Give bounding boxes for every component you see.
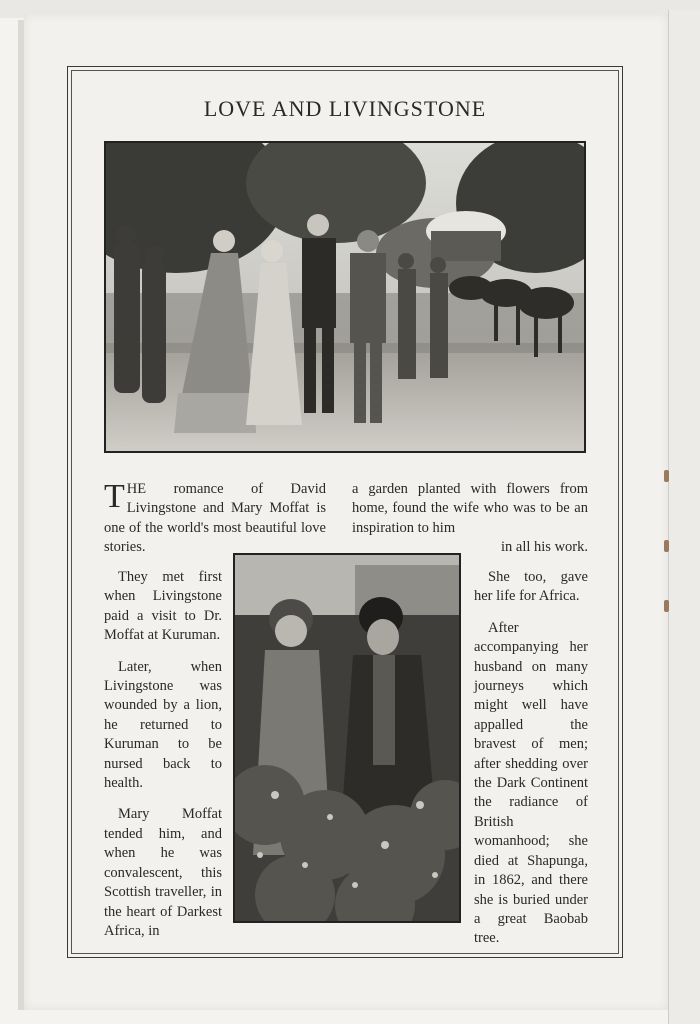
left-paragraph-1: They met first when Livingstone paid a visit to Dr. Moffat at Kuruman.: [104, 569, 222, 644]
group-greeting-image: [106, 143, 584, 451]
right-paragraph-2: After accompanying her husband on many journeys which might well have appalled the bravest of men; after shedding over the Dark Continent the radiance of British womanhood; she died at Shapunga, in 1862, and there she is buried under a great Baobab tree.: [474, 619, 588, 947]
couple-in-garden-image: [235, 555, 459, 921]
left-paragraph-3: Mary Moffat tended him, and when he was convalescent, this Scottish traveller, in the heart of Darkest Africa, in: [104, 806, 222, 939]
right-narrow-column: [474, 568, 588, 949]
intro-text: HE romance of David Livingstone and Mary Moffat is one of the world's most beautiful love stories.: [104, 481, 326, 556]
staple-mark: [664, 600, 669, 612]
right-intro-paragraph: [352, 480, 588, 558]
group-greeting-photo: [104, 141, 586, 453]
right-intro-last-line: in all his work.: [501, 539, 588, 556]
couple-in-garden-photo: [233, 553, 461, 923]
left-paragraph-2: Later, when Livingstone was wounded by a lion, he returned to Kuruman to be nursed back to health.: [104, 658, 222, 792]
left-narrow-column: [104, 568, 222, 941]
staple-mark: [664, 470, 669, 482]
page-title: LOVE AND LIVINGSTONE: [203, 96, 487, 121]
staple-mark: [664, 540, 669, 552]
facing-page: [668, 10, 700, 1024]
right-intro-text: a garden planted with flowers from home, found the wife who was to be an inspiration to him: [352, 481, 588, 536]
intro-paragraph: [104, 480, 326, 558]
drop-cap: T: [104, 478, 125, 515]
right-paragraph-1: She too, gave her life for Africa.: [474, 569, 588, 605]
